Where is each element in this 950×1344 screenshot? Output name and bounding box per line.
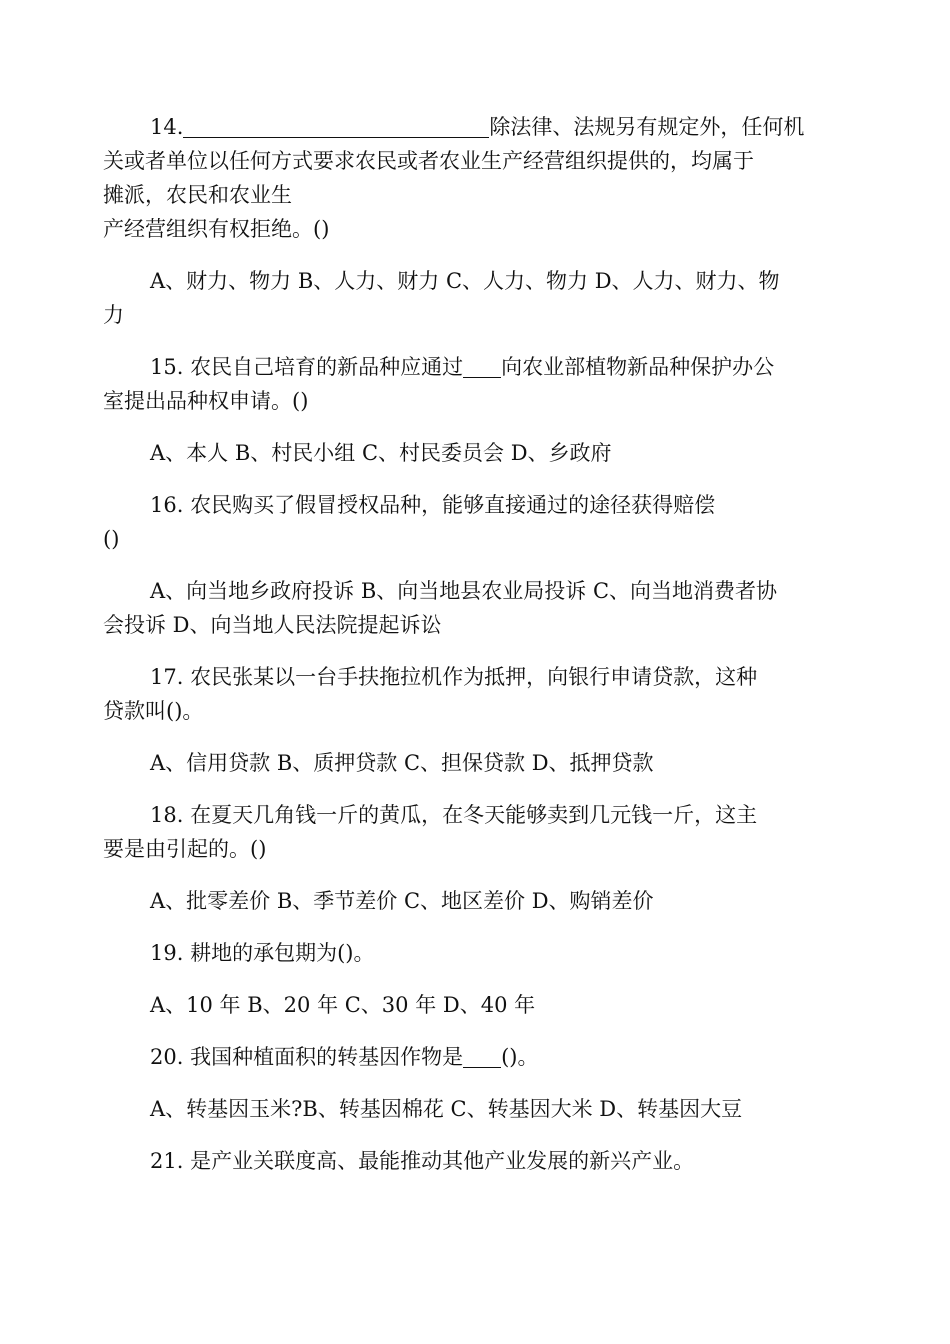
question-stem-line bbox=[103, 798, 848, 832]
options-line: A、财力、物力 B、人力、财力 C、人力、物力 D、人力、财力、物 bbox=[150, 269, 780, 293]
question-stem-line bbox=[103, 110, 848, 144]
question-stem-line bbox=[103, 350, 848, 384]
stem-text: 是产业关联度高、最能推动其他产业发展的新兴产业。 bbox=[190, 1149, 695, 1173]
question-number: 18. bbox=[150, 803, 184, 827]
stem-text: 向农业部植物新品种保护办公 bbox=[501, 355, 775, 379]
options-line: A、向当地乡政府投诉 B、向当地县农业局投诉 C、向当地消费者协 bbox=[150, 579, 778, 603]
question-number: 14. bbox=[150, 115, 184, 139]
question-20 bbox=[103, 1040, 848, 1074]
question-stem-line: 产经营组织有权拒绝。() bbox=[103, 217, 330, 241]
answer-blank bbox=[463, 355, 501, 378]
question-number: 20. bbox=[150, 1045, 184, 1069]
question-number: 19. bbox=[150, 941, 184, 965]
options-20 bbox=[103, 1092, 848, 1126]
stem-text: 除法律、法规另有规定外，任何机 bbox=[489, 115, 805, 139]
question-number: 16. bbox=[150, 493, 184, 517]
question-number: 17. bbox=[150, 665, 184, 689]
question-stem-line: 摊派，农民和农业生 bbox=[103, 183, 292, 207]
options-line: A、10 年 B、20 年 C、30 年 D、40 年 bbox=[150, 993, 536, 1017]
options-line: A、批零差价 B、季节差价 C、地区差价 D、购销差价 bbox=[150, 889, 654, 913]
options-line: A、本人 B、村民小组 C、村民委员会 D、乡政府 bbox=[150, 441, 612, 465]
stem-text: 耕地的承包期为()。 bbox=[190, 941, 375, 965]
question-15 bbox=[103, 350, 848, 418]
question-17 bbox=[103, 660, 848, 728]
options-line: 会投诉 D、向当地人民法院提起诉讼 bbox=[103, 613, 442, 637]
stem-text: 农民自己培育的新品种应通过 bbox=[190, 355, 464, 379]
question-stem-line bbox=[103, 1040, 848, 1074]
question-stem-line: 要是由引起的。() bbox=[103, 837, 267, 861]
answer-blank bbox=[183, 115, 489, 138]
options-line: A、转基因玉米?B、转基因棉花 C、转基因大米 D、转基因大豆 bbox=[150, 1097, 743, 1121]
question-stem-line: 室提出品种权申请。() bbox=[103, 389, 309, 413]
question-21 bbox=[103, 1144, 848, 1178]
question-stem-line: () bbox=[103, 527, 120, 551]
document-page bbox=[103, 110, 848, 1178]
question-18 bbox=[103, 798, 848, 866]
question-14 bbox=[103, 110, 848, 246]
stem-text: 农民张某以一台手扶拖拉机作为抵押，向银行申请贷款，这种 bbox=[190, 665, 758, 689]
options-19 bbox=[103, 988, 848, 1022]
options-14 bbox=[103, 264, 848, 332]
question-number: 21. bbox=[150, 1149, 184, 1173]
options-15 bbox=[103, 436, 848, 470]
question-stem-line bbox=[103, 488, 848, 522]
stem-text: 农民购买了假冒授权品种，能够直接通过的途径获得赔偿 bbox=[190, 493, 716, 517]
options-16 bbox=[103, 574, 848, 642]
stem-text: ()。 bbox=[501, 1045, 539, 1069]
stem-text: 我国种植面积的转基因作物是 bbox=[190, 1045, 464, 1069]
question-stem-line bbox=[103, 660, 848, 694]
stem-text: 在夏天几角钱一斤的黄瓜，在冬天能够卖到几元钱一斤，这主 bbox=[190, 803, 758, 827]
question-number: 15. bbox=[150, 355, 184, 379]
options-17 bbox=[103, 746, 848, 780]
question-19 bbox=[103, 936, 848, 970]
options-18 bbox=[103, 884, 848, 918]
question-stem-line: 贷款叫()。 bbox=[103, 699, 204, 723]
options-line: 力 bbox=[103, 303, 124, 327]
question-stem-line: 关或者单位以任何方式要求农民或者农业生产经营组织提供的，均属于 bbox=[103, 149, 754, 173]
answer-blank bbox=[463, 1045, 501, 1068]
question-stem-line bbox=[103, 1144, 848, 1178]
question-stem-line bbox=[103, 936, 848, 970]
question-16 bbox=[103, 488, 848, 556]
options-line: A、信用贷款 B、质押贷款 C、担保贷款 D、抵押贷款 bbox=[150, 751, 654, 775]
